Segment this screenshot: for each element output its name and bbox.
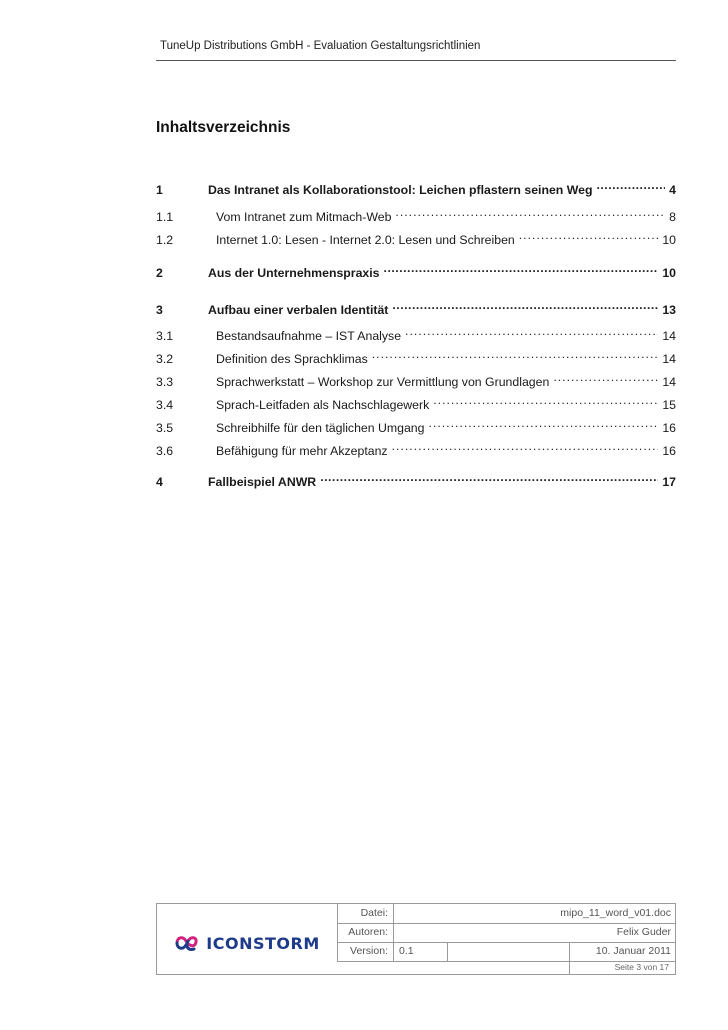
toc-entry[interactable] [156, 203, 676, 224]
toc-entry-page: 14 [662, 375, 676, 389]
authors-value: Felix Guder [616, 926, 671, 938]
toc-entry-number: 2 [156, 266, 163, 280]
toc-entry-number: 1.1 [156, 210, 174, 224]
toc-leader-dots [596, 176, 665, 194]
toc-entry-label[interactable]: Bestandsaufnahme – IST Analyse [216, 329, 402, 343]
file-row [337, 904, 675, 923]
toc-entry-page: 15 [662, 398, 676, 412]
toc-entry-page: 16 [662, 421, 676, 435]
toc-entry-number: 3.5 [156, 421, 174, 435]
toc-entry-number: 3.6 [156, 444, 174, 458]
toc-entry-page: 10 [662, 233, 676, 247]
toc-leader-dots [384, 259, 659, 277]
toc-entry-page: 4 [669, 183, 676, 197]
version-row [337, 942, 675, 961]
toc-entry-label[interactable]: Internet 1.0: Lesen - Internet 2.0: Lesen und Schreiben [216, 233, 515, 247]
toc-entry[interactable] [156, 322, 676, 343]
toc-entry[interactable] [156, 176, 676, 197]
toc-entry-page: 10 [662, 266, 676, 280]
toc-entry[interactable] [156, 226, 676, 247]
toc-entry[interactable] [156, 368, 676, 389]
iconstorm-logo [157, 904, 337, 974]
toc-leader-dots [372, 345, 659, 363]
toc-entry[interactable] [156, 414, 676, 435]
toc-entry-label[interactable]: Schreibhilfe für den täglichen Umgang [216, 421, 425, 435]
toc-leader-dots [320, 468, 658, 486]
toc-entry-page: 16 [662, 444, 676, 458]
toc-leader-dots [519, 226, 659, 244]
toc-leader-dots [553, 368, 658, 386]
toc-leader-dots [405, 322, 658, 340]
document-footer [156, 903, 676, 975]
toc-title: Inhaltsverzeichnis [156, 119, 291, 136]
toc-leader-dots [395, 203, 665, 221]
toc-entry-label[interactable]: Vom Intranet zum Mitmach-Web [216, 210, 392, 224]
toc-entry-page: 17 [662, 475, 676, 489]
toc-entry-label[interactable]: Sprachwerkstatt – Workshop zur Vermittlung von Grundlagen [216, 375, 550, 389]
toc-entry-number: 1.2 [156, 233, 174, 247]
toc-leader-dots [392, 296, 658, 314]
authors-label: Autoren: [337, 923, 394, 942]
file-value: mipo_11_word_v01.doc [560, 907, 671, 919]
toc-entry[interactable] [156, 259, 676, 280]
toc-entry-number: 3 [156, 303, 163, 317]
toc-entry-number: 3.2 [156, 352, 174, 366]
toc-entry-number: 1 [156, 183, 163, 197]
toc-entry[interactable] [156, 468, 676, 489]
toc-entry-page: 13 [662, 303, 676, 317]
cell-divider [569, 942, 570, 961]
toc-leader-dots [429, 414, 659, 432]
toc-entry-label[interactable]: Fallbeispiel ANWR [208, 475, 317, 489]
toc-entry-label[interactable]: Definition des Sprachklimas [216, 352, 368, 366]
iconstorm-logo-icon [174, 933, 200, 953]
toc-entry[interactable] [156, 345, 676, 366]
toc-entry-label[interactable]: Sprach-Leitfaden als Nachschlagewerk [216, 398, 430, 412]
logo-wordmark: ICONSTORM [206, 933, 320, 953]
toc-entry[interactable] [156, 437, 676, 458]
toc-entry-page: 8 [669, 210, 676, 224]
file-label: Datei: [337, 904, 394, 923]
toc-entry[interactable] [156, 296, 676, 317]
authors-row [337, 923, 675, 942]
toc-entry-label[interactable]: Aus der Unternehmenspraxis [208, 266, 380, 280]
toc-entry-label[interactable]: Das Intranet als Kollaborationstool: Leichen pflastern seinen Weg [208, 183, 593, 197]
toc-entry[interactable] [156, 391, 676, 412]
page-count: Seite 3 von 17 [614, 962, 669, 972]
toc-entry-number: 3.3 [156, 375, 174, 389]
cell-divider [569, 961, 570, 974]
toc-entry-page: 14 [662, 329, 676, 343]
cell-divider [447, 942, 448, 961]
toc-entry-number: 3.4 [156, 398, 174, 412]
toc-leader-dots [433, 391, 658, 409]
toc-entry-label[interactable]: Aufbau einer verbalen Identität [208, 303, 389, 317]
toc-leader-dots [392, 437, 659, 455]
toc-entry-number: 3.1 [156, 329, 174, 343]
header-rule [156, 60, 676, 61]
header-text: TuneUp Distributions GmbH - Evaluation Gestaltungsrichtlinien [160, 40, 481, 52]
version-label: Version: [337, 942, 394, 961]
version-value: 0.1 [399, 945, 414, 957]
date-value: 10. Januar 2011 [595, 945, 671, 957]
toc-entry-page: 14 [662, 352, 676, 366]
toc-entry-number: 4 [156, 475, 163, 489]
toc-entry-label[interactable]: Befähigung für mehr Akzeptanz [216, 444, 388, 458]
